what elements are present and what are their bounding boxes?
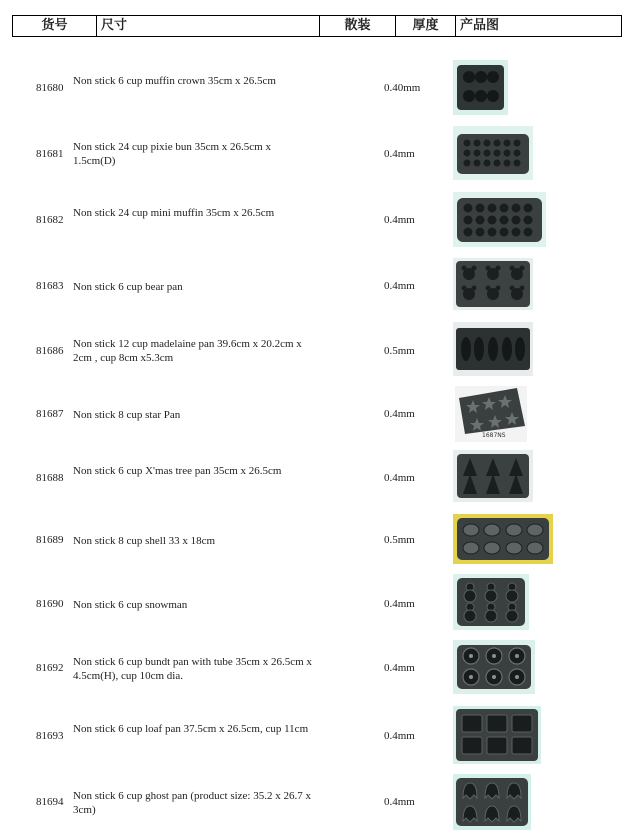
product-code: 81687	[36, 408, 64, 420]
product-thickness: 0.4mm	[384, 408, 415, 420]
header-image: 产品图	[460, 18, 500, 33]
product-thickness: 0.4mm	[384, 662, 415, 674]
product-description: Non stick 6 cup muffin crown 35cm x 26.5cm	[73, 75, 276, 87]
xmas-tree-6-cup-pan-icon	[453, 450, 533, 502]
product-code: 81689	[36, 534, 64, 546]
product-code: 81680	[36, 82, 64, 94]
product-thickness: 0.4mm	[384, 214, 415, 226]
pixie-bun-24-cup-pan-icon	[453, 126, 533, 180]
product-code: 81681	[36, 148, 64, 160]
product-description: Non stick 6 cup snowman	[73, 599, 188, 611]
product-code: 81683	[36, 280, 64, 292]
muffin-crown-6-cup-pan-icon	[453, 60, 508, 115]
product-code: 81688	[36, 472, 64, 484]
header-thickness: 厚度	[396, 16, 456, 36]
product-description: Non stick 6 cup bundt pan with tube 35cm x 26.5cm x 4.5cm(H), cup 10cm dia.	[73, 656, 312, 682]
product-thickness: 0.4mm	[384, 730, 415, 742]
product-code: 81692	[36, 662, 64, 674]
shell-8-cup-pan-icon	[453, 514, 553, 564]
product-description: Non stick 6 cup loaf pan 37.5cm x 26.5cm, cup 11cm	[73, 723, 309, 735]
product-thickness: 0.4mm	[384, 796, 415, 808]
header-code: 货号	[13, 16, 97, 36]
ghost-6-cup-pan-icon	[453, 774, 531, 830]
product-description: Non stick 24 cup mini muffin 35cm x 26.5cm	[73, 207, 275, 219]
bundt-6-cup-pan-icon	[453, 640, 535, 694]
header-size: 尺寸	[97, 16, 320, 36]
product-code: 81694	[36, 796, 64, 808]
mini-muffin-24-cup-pan-icon	[453, 192, 546, 247]
snowman-6-cup-pan-icon	[453, 574, 529, 630]
image-caption: 1687NS	[482, 432, 506, 439]
product-description: Non stick 8 cup star Pan	[73, 409, 181, 421]
product-description: Non stick 24 cup pixie bun 35cm x 26.5cm x 1.5cm(D)	[73, 141, 271, 167]
product-thickness: 0.4mm	[384, 280, 415, 292]
product-thickness: 0.40mm	[384, 82, 421, 94]
header-bulk: 散装	[320, 16, 396, 36]
product-thickness: 0.4mm	[384, 472, 415, 484]
product-thickness: 0.5mm	[384, 534, 415, 546]
product-description: Non stick 6 cup bear pan	[73, 281, 183, 293]
madelaine-12-cup-pan-icon	[453, 322, 533, 376]
product-thickness: 0.5mm	[384, 345, 415, 357]
product-description: Non stick 12 cup madelaine pan 39.6cm x 20.2cm x 2cm , cup 8cm x5.3cm	[73, 338, 302, 364]
product-code: 81682	[36, 214, 64, 226]
product-code: 81686	[36, 345, 64, 357]
bear-6-cup-pan-icon	[453, 258, 533, 310]
product-code: 81693	[36, 730, 64, 742]
product-thickness: 0.4mm	[384, 148, 415, 160]
table-header	[12, 15, 622, 37]
product-code: 81690	[36, 598, 64, 610]
product-thickness: 0.4mm	[384, 598, 415, 610]
product-description: Non stick 6 cup X'mas tree pan 35cm x 26.5cm	[73, 465, 282, 477]
product-description: Non stick 8 cup shell 33 x 18cm	[73, 535, 216, 547]
product-description: Non stick 6 cup ghost pan (product size: 35.2 x 26.7 x 3cm)	[73, 790, 311, 816]
loaf-6-cup-pan-icon	[453, 706, 541, 764]
